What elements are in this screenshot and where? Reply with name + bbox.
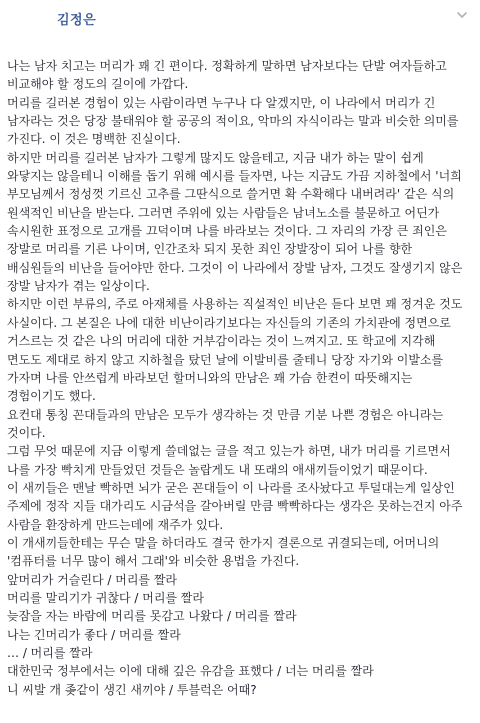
post-list-line: 머리를 말리기가 귀찮다 / 머리를 짤라 xyxy=(7,590,204,605)
post-paragraph: 머리를 길러본 경험이 있는 사람이라면 누구나 다 알겠지만, 이 나라에서 머리가 긴 남자라는 것은 당장 불태워야 할 공공의 적이요, 악마의 자식이라는 말과 비슷한 의미를 가진다. 이 것은 명백한 진실이다. xyxy=(7,95,459,147)
post-paragraph: 그럼 무엇 때문에 지금 이렇게 쓸데없는 글을 적고 있는가 하면, 내가 머리를 기르면서 나를 가장 빡치게 만들었던 것들은 놀랍게도 내 또래의 애새끼들이었기 때문이다. xyxy=(7,444,451,477)
author-name-link[interactable]: 김정은 xyxy=(57,13,97,28)
post-header xyxy=(0,0,480,40)
post-body xyxy=(7,57,473,699)
post-list-line: 나는 긴머리가 좋다 / 머리를 짤라 xyxy=(7,627,181,642)
post-list-line: 니 씨발 개 좆같이 생긴 새끼야 / 투블럭은 어때? xyxy=(7,682,257,697)
post-list-line: 대한민국 정부에서는 이에 대해 깊은 유감을 표했다 / 너는 머리를 짤라 xyxy=(7,664,374,679)
post-paragraph: 나는 남자 치고는 머리가 꽤 긴 편이다. 정확하게 말하면 남자보다는 단발 여자들하고 비교해야 할 정도의 길이에 가깝다. xyxy=(7,59,447,92)
post-paragraph: 하지만 이런 부류의, 주로 아재체를 사용하는 직설적인 비난은 듣다 보면 꽤 정겨운 것도 사실이다. 그 본질은 나에 대한 비난이라기보다는 자신들의 기존의 가치관에 정면으로 거스르는 것 같은 나의 머리에 대한 거부감이라는 것이 느껴지고. 또 학교에 지각해 면도도 제대로 하지 않고 지하철을 탔던 날에 이발비를 줄테니 당장 자기와 이발소를 가자며 나를 안쓰럽게 바라보던 할머니와의 만남은 꽤 가슴 한켠이 따뜻해지는 경험이기도 했다. xyxy=(7,297,463,404)
post-paragraph: 이 새끼들은 맨날 빡하면 뇌가 굳은 꼰대들이 이 나라를 조사놨다고 투덜대는게 일상인 주제에 정작 지들 대가리도 시금석을 갈아버릴 만큼 빡빡하다는 생각은 못하는건지 아주 사람을 환장하게 만드는데에 재주가 있다. xyxy=(7,480,463,532)
post-paragraph: 이 개새끼들한테는 무슨 말을 하더라도 결국 한가지 결론으로 귀결되는데, 어머니의 '컴퓨터를 너무 많이 해서 그래'와 비슷한 용법을 가진다. xyxy=(7,535,440,569)
chevron-down-icon[interactable] xyxy=(455,8,469,22)
post-list-line: 앞머리가 거슬린다 / 머리를 짤라 xyxy=(7,572,177,587)
post-list-line: … / 머리를 짤라 xyxy=(7,646,93,660)
post-paragraph: 하지만 머리를 길러본 남자가 그렇게 많지도 않을테고, 지금 내가 하는 말이 쉽게 와닿지는 않을테니 이해를 돕기 위해 예시를 들자면, 나는 지금도 가끔 지하철에서 '너희 부모님께서 정성껏 기르신 고추를 그딴식으로 쓸거면 확 수확해다 내버려라' 같은 식의 원색적인 비난을 받는다. 그러면 주위에 있는 사람들은 남녀노소를 불문하고 어딘가 속시원한 표정으로 고개를 끄덕이며 나를 바라보는 것이다. 그 자리의 가장 큰 죄인은 장발로 머리를 기른 나이며, 인간조차 되지 못한 죄인 장발장이 되어 나를 향한 배심원들의 비난을 들어야만 한다. 그것이 이 나라에서 장발 남자, 그것도 잘생기지 않은 장발 남자가 겪는 일상이다. xyxy=(7,150,463,294)
post-paragraph: 요컨대 통칭 꼰대들과의 만남은 모두가 생각하는 것 만큼 기분 나쁜 경험은 아니라는 것이다. xyxy=(7,407,444,440)
post-list-line: 늦잠을 자는 바람에 머리를 못감고 나왔다 / 머리를 짤라 xyxy=(7,609,297,624)
